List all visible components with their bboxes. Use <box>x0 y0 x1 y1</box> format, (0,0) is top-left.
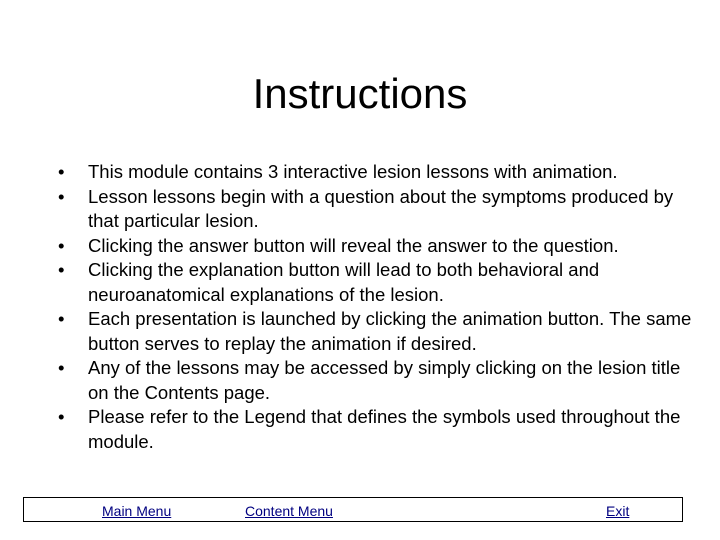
bullet-text: This module contains 3 interactive lesion lessons with animation. <box>88 161 618 182</box>
bullet-text: Clicking the answer button will reveal the answer to the question. <box>88 234 619 256</box>
bullet-text: Any of the lessons may be accessed by simply clicking on the lesion title on the Contents page. <box>88 357 681 403</box>
bullet-text: Each presentation is launched by clicking the animation button. The same button serves to replay the animation if desired. <box>88 308 692 354</box>
list-item <box>58 307 698 356</box>
page-title: Instructions <box>252 70 468 117</box>
bullet-icon: • <box>58 357 65 378</box>
bullet-text: Please refer to the Legend that defines the symbols used throughout the module. <box>88 406 681 452</box>
bullet-text: Clicking the explanation button will lead to both behavioral and neuroanatomical explanations of the lesion. <box>88 259 600 305</box>
list-item <box>58 405 698 454</box>
bullet-icon: • <box>58 161 65 182</box>
bullet-icon: • <box>58 259 65 280</box>
list-item <box>58 258 698 307</box>
bullet-icon: • <box>58 406 65 427</box>
bullet-icon: • <box>58 234 65 256</box>
bullet-text: Lesson lessons begin with a question about the symptoms produced by that particular lesion. <box>88 185 674 231</box>
list-item <box>58 356 698 405</box>
exit-link[interactable]: Exit <box>606 503 630 519</box>
main-menu-link[interactable]: Main Menu <box>102 503 172 519</box>
list-item <box>58 234 698 259</box>
bullet-icon: • <box>58 185 65 207</box>
list-item <box>58 185 698 234</box>
instructions-list <box>58 160 698 454</box>
content-menu-link[interactable]: Content Menu <box>245 503 333 519</box>
footer-nav-bar <box>23 497 683 522</box>
list-item <box>58 160 698 185</box>
bullet-icon: • <box>58 308 65 329</box>
